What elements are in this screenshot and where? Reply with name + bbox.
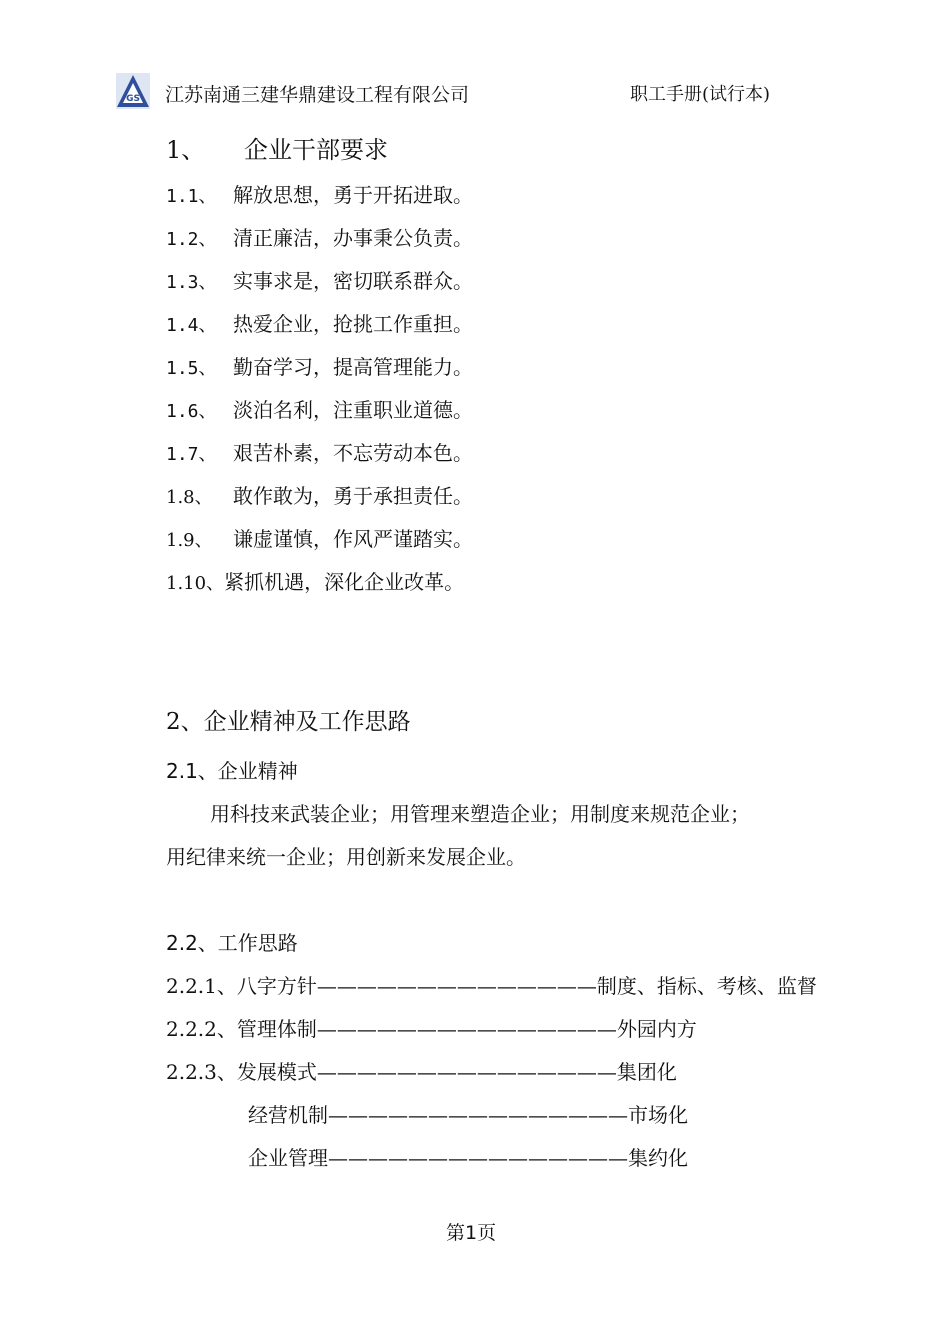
section2-title: 2、企业精神及工作思路 [166, 709, 411, 735]
item-text: 勤奋学习，提高管理能力。 [233, 355, 473, 379]
approach-row: 企业管理———————————————集约化 [248, 1146, 688, 1170]
approach-row: 经营机制———————————————市场化 [248, 1103, 688, 1127]
spirit-heading: 2.1、企业精神 [166, 759, 298, 783]
list-item [166, 352, 473, 395]
section1-title: 企业干部要求 [244, 136, 388, 164]
logo-text: GS [126, 94, 140, 104]
list-item [166, 180, 473, 223]
item-text: 解放思想，勇于开拓进取。 [233, 183, 473, 207]
item-text: 敢作敢为，勇于承担责任。 [233, 484, 473, 508]
approach-row: 2.2.2、管理体制———————————————外园内方 [166, 1017, 697, 1041]
item-number: 1.4、 [166, 315, 217, 336]
list-item [166, 567, 473, 610]
item-number: 1.10、 [166, 573, 225, 594]
item-number: 1.6、 [166, 401, 217, 422]
item-number: 1.9、 [166, 530, 213, 551]
manual-title: 职工手册(试行本) [630, 84, 771, 105]
list-item [166, 395, 473, 438]
item-number: 1.7、 [166, 444, 217, 465]
approach-row: 2.2.3、发展模式———————————————集团化 [166, 1060, 677, 1084]
item-text: 谦虚谨慎，作风严谨踏实。 [233, 527, 473, 551]
cadre-requirements-list [166, 180, 473, 610]
list-item [166, 266, 473, 309]
spirit-line-2: 用纪律来统一企业；用创新来发展企业。 [166, 845, 526, 869]
approach-row: 2.2.1、八字方针——————————————制度、指标、考核、监督 [166, 974, 817, 998]
item-text: 淡泊名利，注重职业道德。 [233, 398, 473, 422]
page-number: 第1页 [446, 1222, 497, 1244]
spirit-line-1: 用科技来武装企业；用管理来塑造企业；用制度来规范企业； [210, 802, 750, 826]
approach-heading: 2.2、工作思路 [166, 931, 298, 955]
item-number: 1.2、 [166, 229, 217, 250]
item-text: 艰苦朴素，不忘劳动本色。 [233, 441, 473, 465]
company-logo-icon [116, 73, 150, 109]
list-item [166, 481, 473, 524]
item-text: 热爱企业，抢挑工作重担。 [233, 312, 473, 336]
list-item [166, 524, 473, 567]
item-number: 1.1、 [166, 186, 217, 207]
company-name: 江苏南通三建华鼎建设工程有限公司 [165, 84, 470, 106]
list-item [166, 309, 473, 352]
item-number: 1.3、 [166, 272, 217, 293]
list-item [166, 223, 473, 266]
item-text: 紧抓机遇，深化企业改革。 [224, 570, 465, 594]
item-text: 实事求是，密切联系群众。 [233, 269, 473, 293]
list-item [166, 438, 473, 481]
item-number: 1.8、 [166, 487, 213, 508]
item-number: 1.5、 [166, 358, 217, 379]
item-text: 清正廉洁，办事秉公负责。 [233, 226, 473, 250]
section1-number: 1、 [166, 136, 206, 164]
